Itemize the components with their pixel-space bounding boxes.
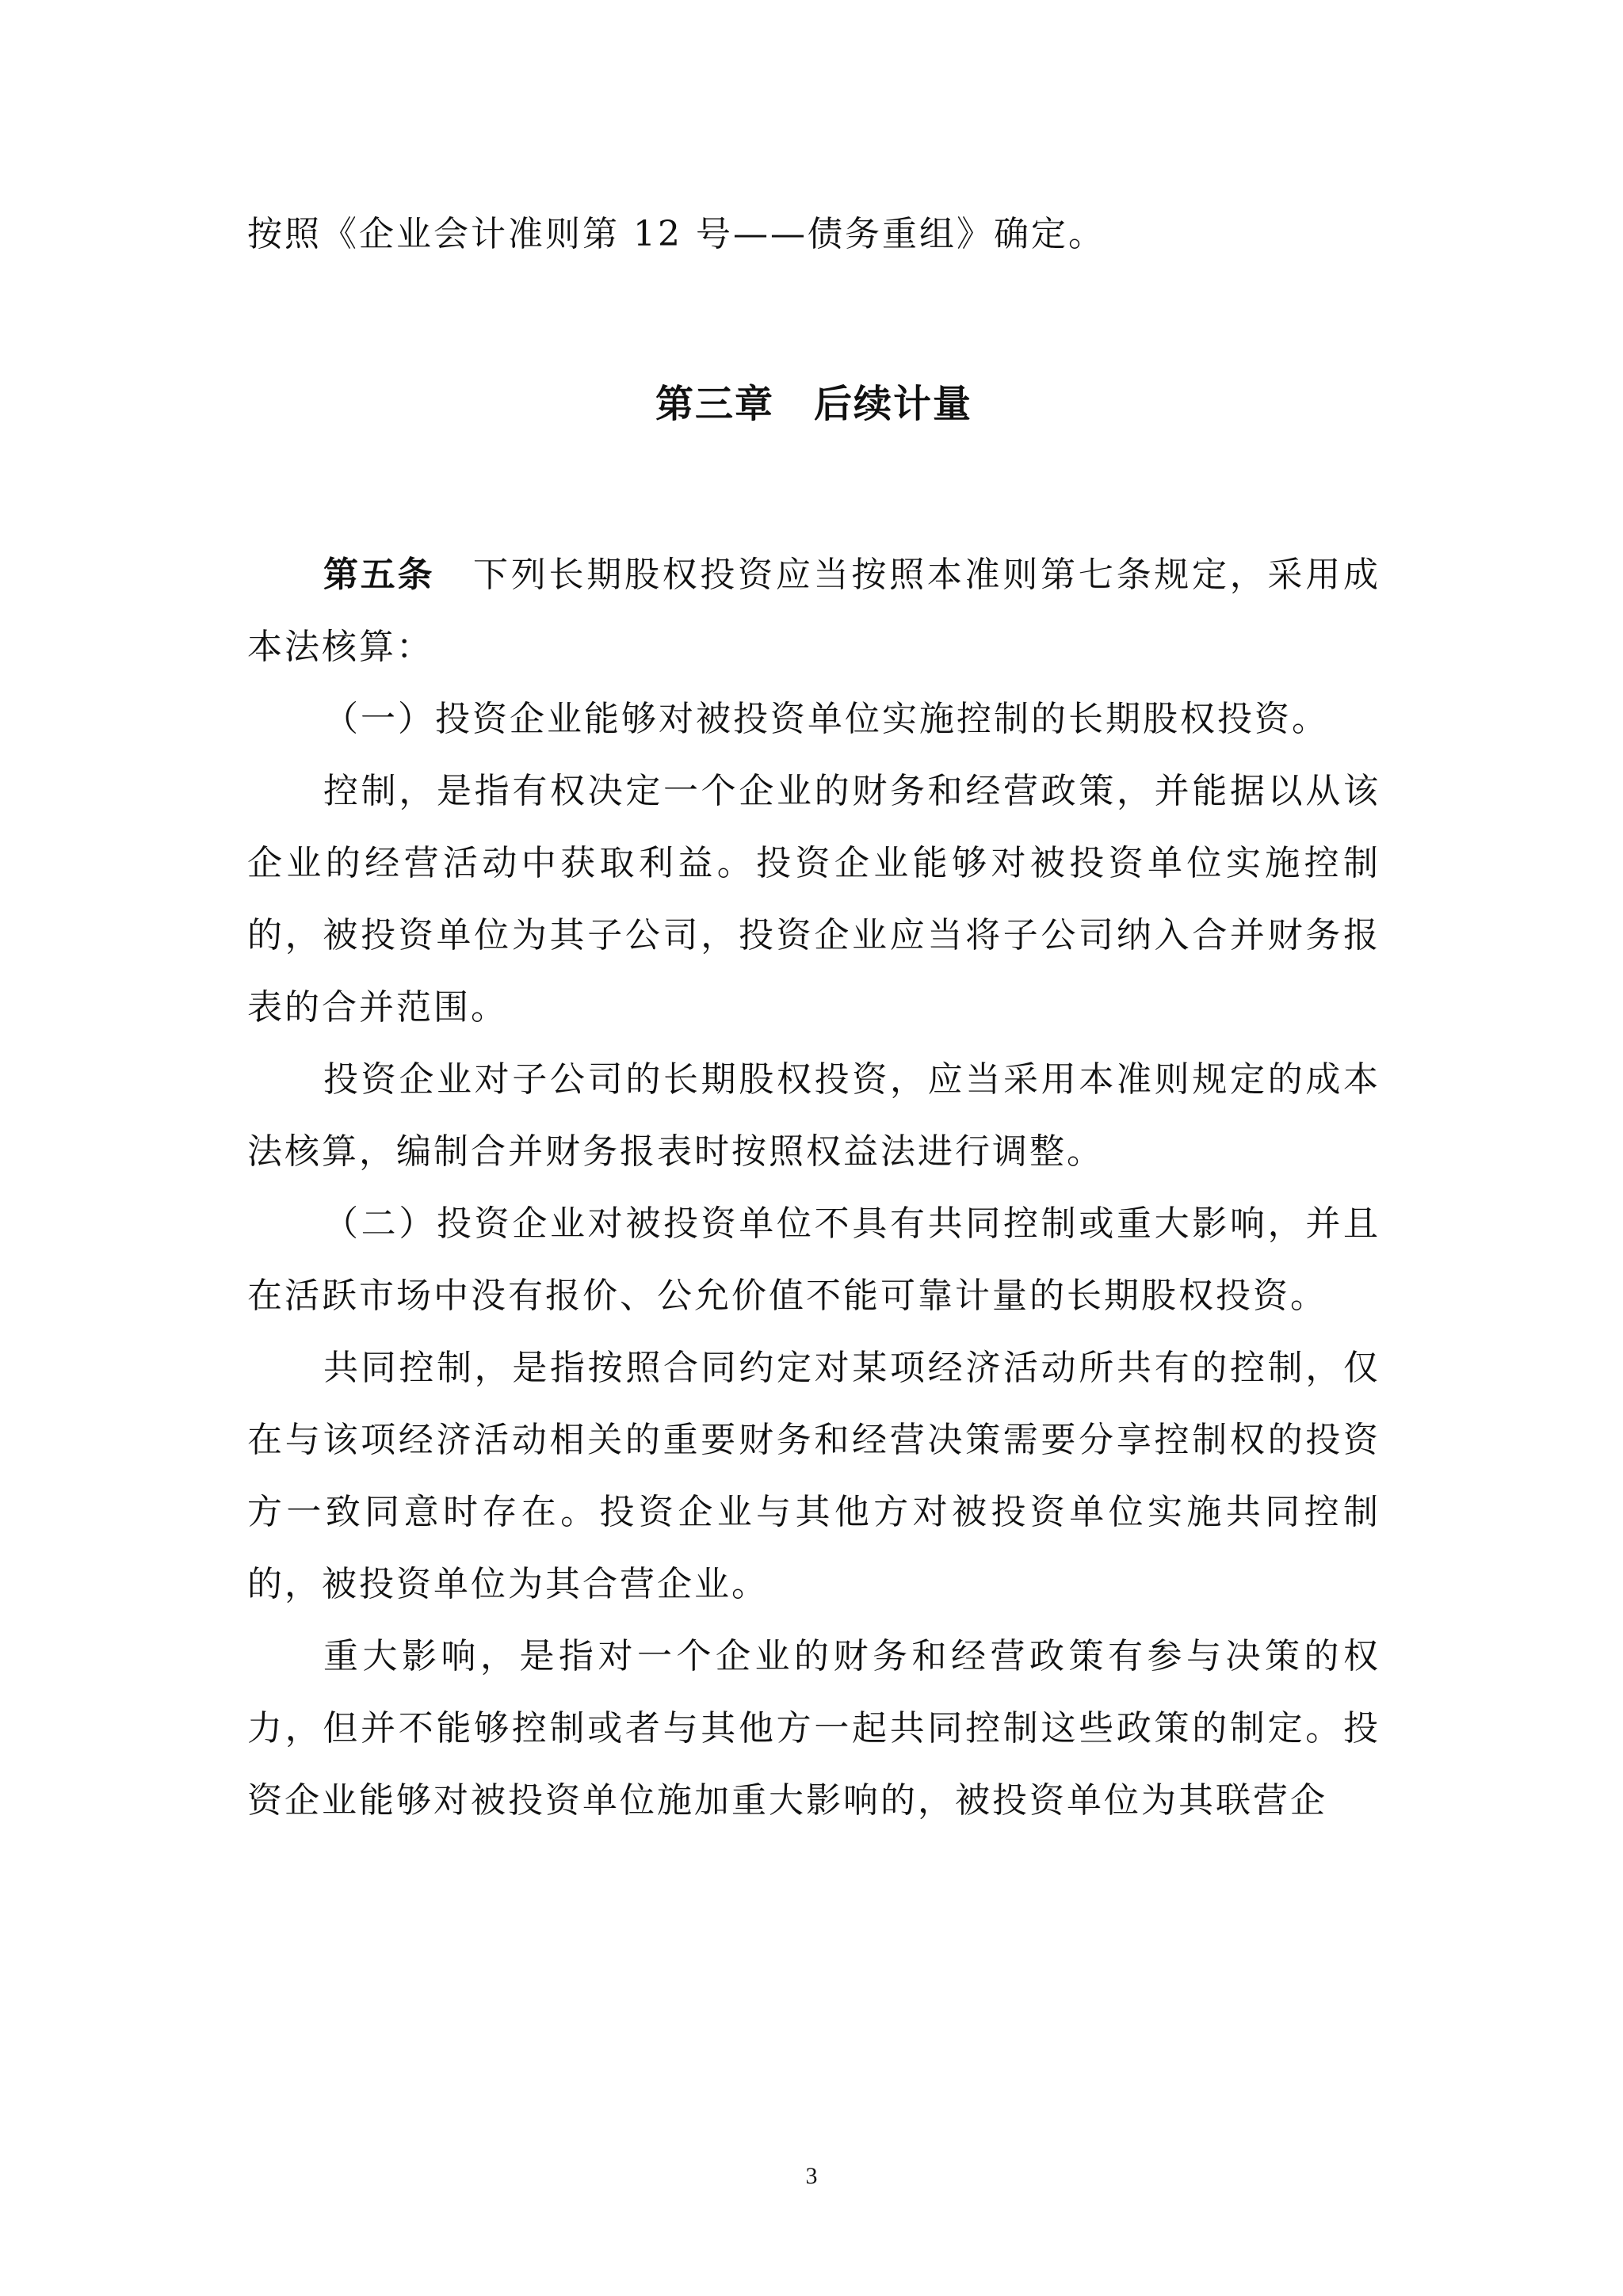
chapter-heading: 第三章 后续计量 — [655, 382, 972, 426]
article-label: 第五条 — [323, 555, 435, 595]
page-content — [247, 198, 1381, 1836]
continued-line: 按照《企业会计准则第 12 号——债务重组》确定。 — [247, 214, 1106, 254]
article-paragraph — [247, 539, 1381, 683]
body-paragraph-1: （一）投资企业能够对被投资单位实施控制的长期股权投资。 — [323, 699, 1329, 739]
article-text: 下列长期股权投资应当按照本准则第七条规定，采用成本法核算： — [247, 555, 1381, 667]
body-paragraph-5: 共同控制，是指按照合同约定对某项经济活动所共有的控制，仅在与该项经济活动相关的重要财务和经营决策需要分享控制权的投资方一致同意时存在。投资企业与其他方对被投资单位实施共同控制的，被投资单位为其合营企业。 — [247, 1348, 1381, 1604]
body-paragraph-4: （二）投资企业对被投资单位不具有共同控制或重大影响，并且在活跃市场中没有报价、公允价值不能可靠计量的长期股权投资。 — [247, 1203, 1381, 1316]
body-paragraph-6: 重大影响，是指对一个企业的财务和经营政策有参与决策的权力，但并不能够控制或者与其他方一起共同控制这些政策的制定。投资企业能够对被投资单位施加重大影响的，被投资单位为其联营企 — [247, 1636, 1381, 1821]
body-paragraph-2: 控制，是指有权决定一个企业的财务和经营政策，并能据以从该企业的经营活动中获取利益。投资企业能够对被投资单位实施控制的，被投资单位为其子公司，投资企业应当将子公司纳入合并财务报表的合并范围。 — [247, 771, 1381, 1028]
page-number: 3 — [805, 2163, 818, 2189]
body-paragraph-3: 投资企业对子公司的长期股权投资，应当采用本准则规定的成本法核算，编制合并财务报表时按照权益法进行调整。 — [247, 1059, 1381, 1172]
